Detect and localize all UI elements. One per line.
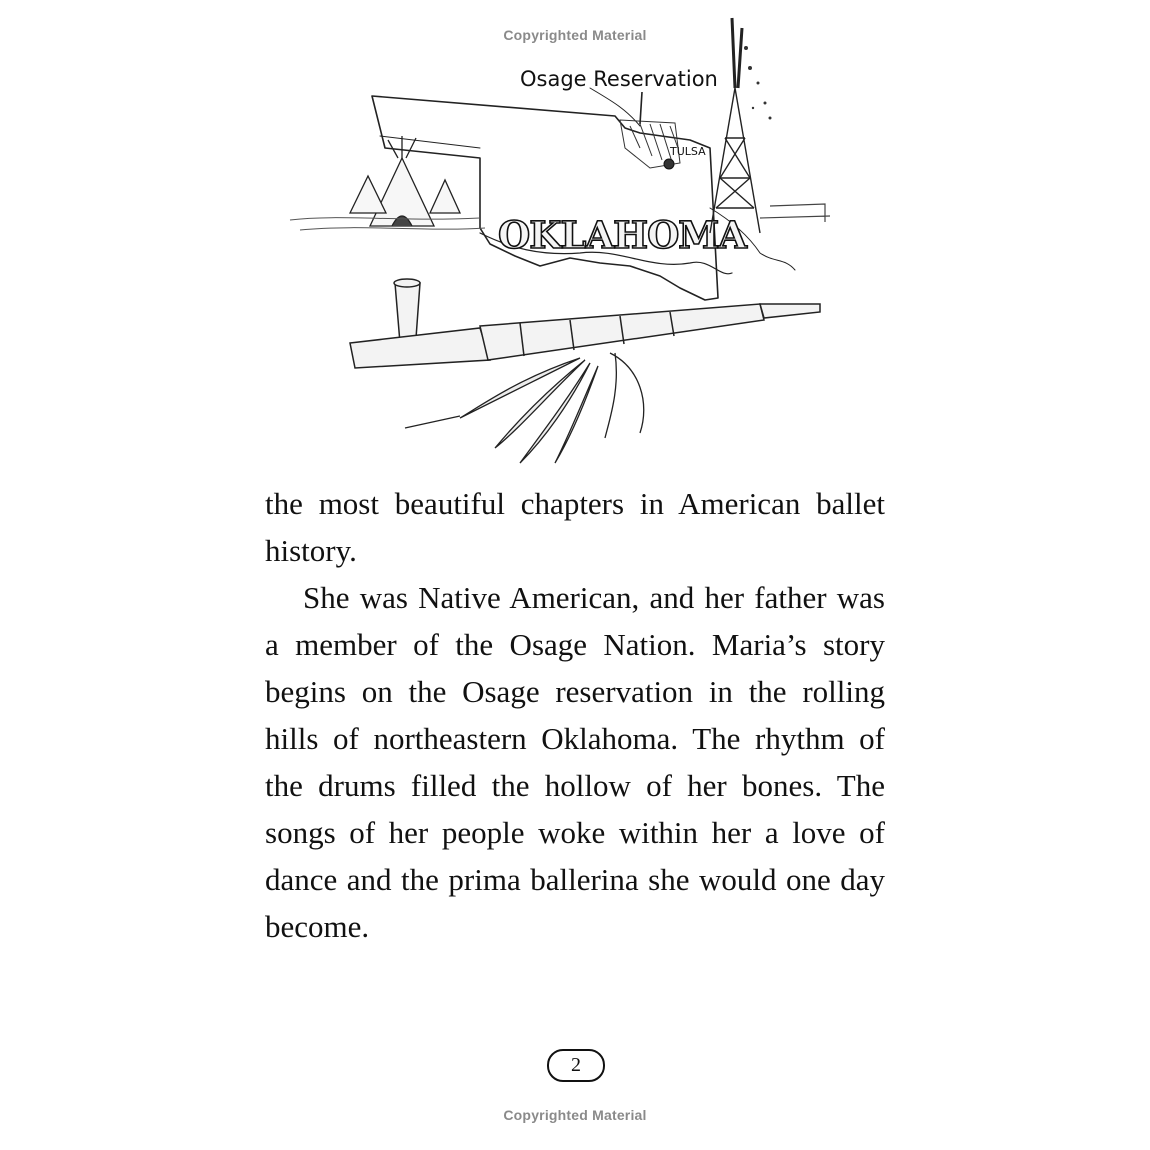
paragraph: She was Native American, and her father was a member of the Osage Nation. Maria’s story begins on the Osage reservation in the rolling hills of northeastern Oklahoma. The rhythm of the drums filled the hollow of her bones. The songs of her people woke within her a love of dance and the prima ballerina she would one day become.: [265, 580, 885, 944]
city-label: TULSA: [670, 145, 706, 158]
paragraph-continued: the most beautiful chapters in American ballet history.: [265, 486, 885, 568]
body-text: [265, 480, 885, 950]
watermark-bottom: Copyrighted Material: [503, 1107, 647, 1123]
map-callout-label: Osage Reservation: [520, 67, 718, 91]
watermark-top: Copyrighted Material: [503, 27, 647, 43]
oklahoma-illustration: [280, 8, 840, 483]
oklahoma-outline: [372, 96, 718, 300]
feather-icon: [460, 353, 644, 463]
state-label: OKLAHOMA: [498, 213, 746, 257]
oil-derrick-icon: [710, 18, 760, 233]
peace-pipe-icon: [350, 279, 820, 368]
page-number: 2: [547, 1049, 605, 1082]
